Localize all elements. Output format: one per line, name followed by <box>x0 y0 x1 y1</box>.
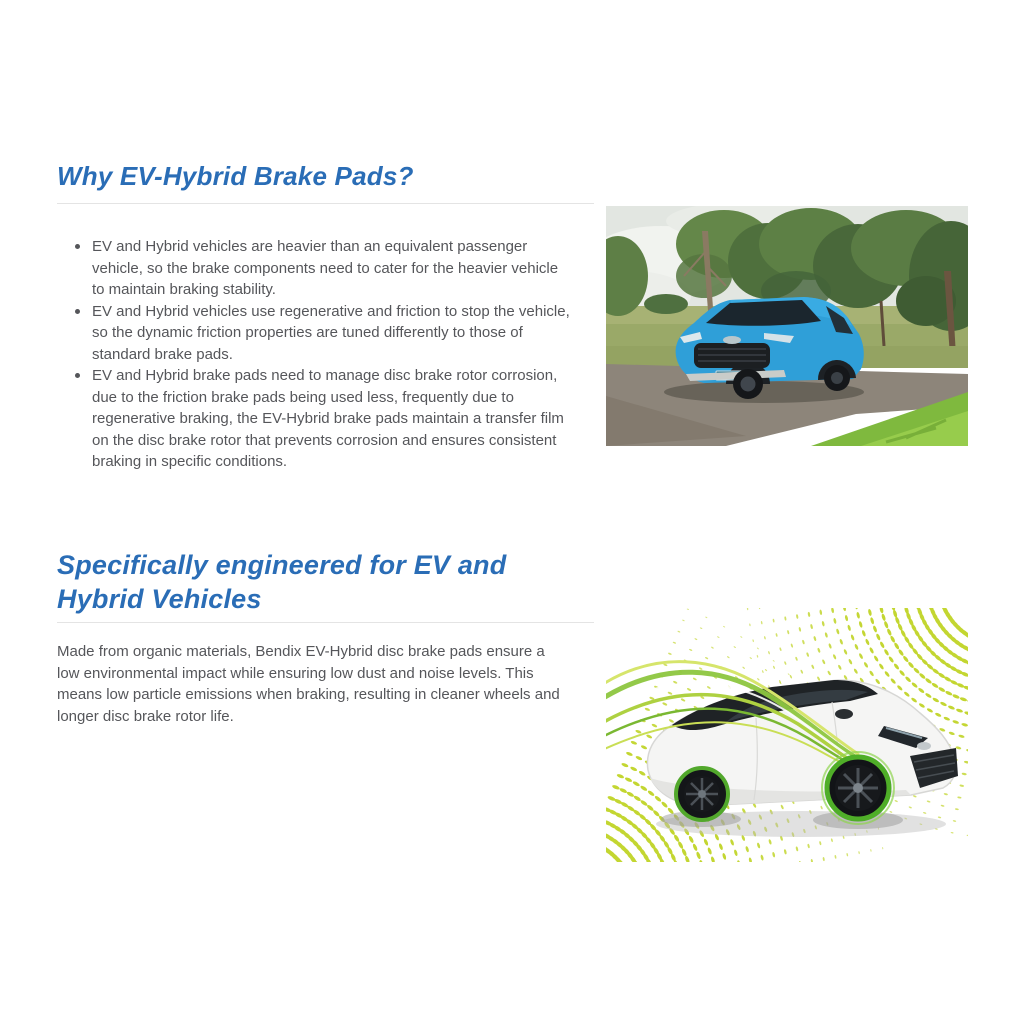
divider-line <box>57 622 594 623</box>
bullet-dot <box>75 309 80 314</box>
bullet-dot <box>75 373 80 378</box>
bullet-item <box>73 236 573 301</box>
hatchback-green-swoosh-image <box>606 608 968 862</box>
divider-line <box>57 203 594 204</box>
suv-on-road-photo <box>606 206 968 446</box>
bullet-text: EV and Hybrid vehicles are heavier than an equivalent passenger vehicle, so the brake components need to cater for the heavier vehicle to maintain braking stability. <box>92 238 559 298</box>
bullet-item <box>73 301 573 366</box>
section-heading-engineered: Specifically engineered for EV and Hybrid Vehicles <box>57 550 507 614</box>
bullet-text: EV and Hybrid brake pads need to manage disc brake rotor corrosion, due to the friction brake pads being used less, frequently due to regenerative braking, the EV-Hybrid brake pads maintain a transfer film on the disc brake rotor that prevents corrosion and ensures consistent braking in specific conditions. <box>92 367 564 470</box>
section-heading-why-ev-hybrid: Why EV-Hybrid Brake Pads? <box>57 161 414 191</box>
why-bullet-list <box>73 236 573 473</box>
suv-photo-illustration <box>606 206 968 446</box>
engineered-paragraph: Made from organic materials, Bendix EV-Hybrid disc brake pads ensure a low environmental impact while ensuring low dust and noise levels. This means low particle emissions when braking, resulting in cleaner wheels and longer disc brake rotor life. <box>57 643 560 725</box>
bullet-text: EV and Hybrid vehicles use regenerative and friction to stop the vehicle, so the dynamic friction properties are tuned differently to those of standard brake pads. <box>92 302 570 363</box>
bullet-item <box>73 365 573 473</box>
hatchback-illustration <box>606 608 968 862</box>
bullet-dot <box>75 244 80 249</box>
